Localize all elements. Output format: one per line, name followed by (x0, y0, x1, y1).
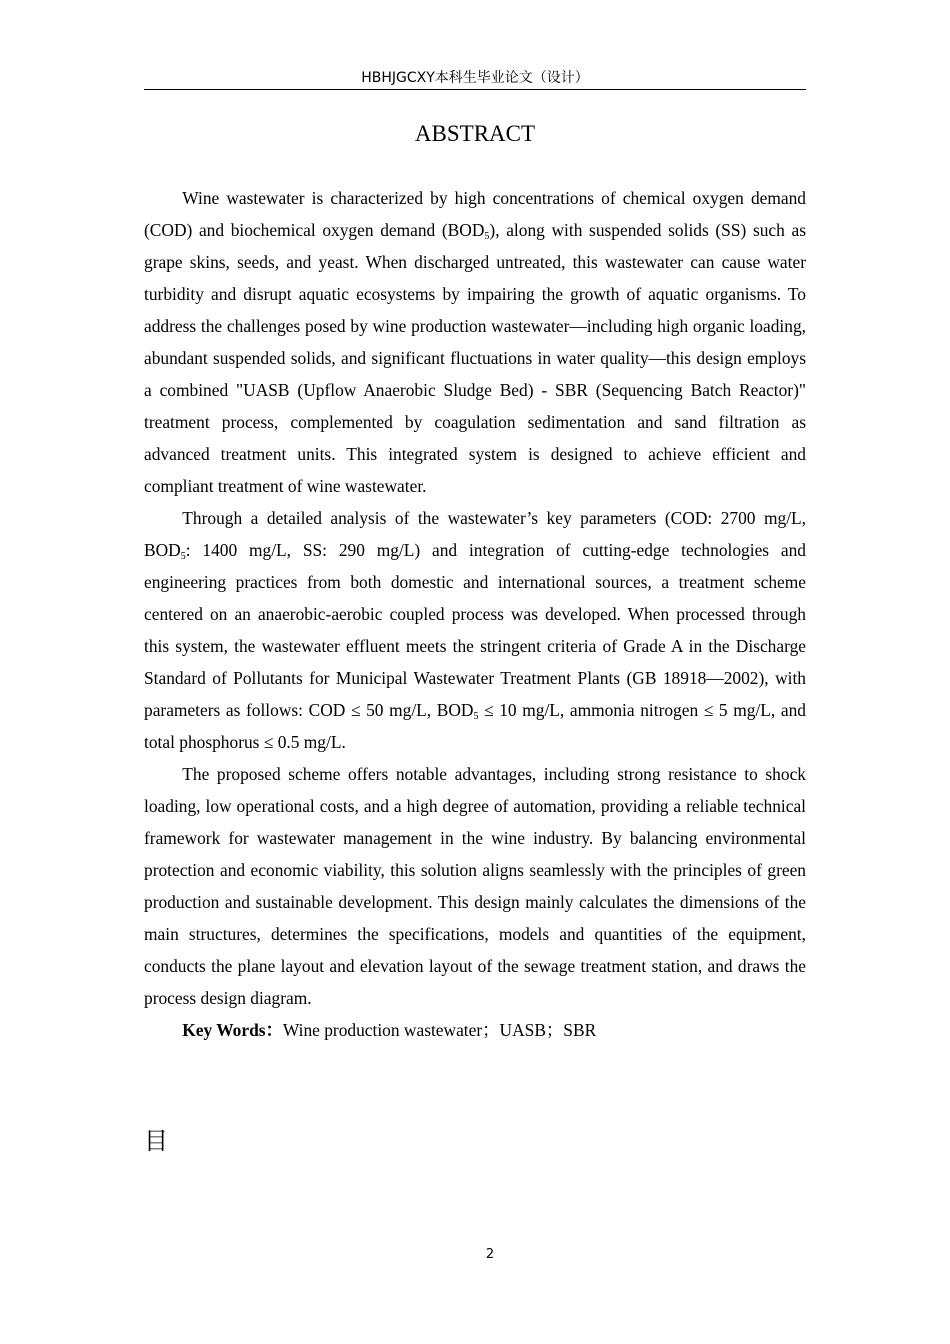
abstract-paragraph-2: Through a detailed analysis of the wastewater’s key parameters (COD: 2700 mg/L, $BOD_5$: 1400 mg/L, SS: 290 mg/L) and integration of cutting-edge technologies and engineering practices from both domestic and international sources, a treatment scheme centered on an anaerobic-aerobic coupled process was developed. When processed through this system, the wastewater effluent meets the stringent criteria of Grade A in the Discharge Standard of Pollutants for Municipal Wastewater Treatment Plants (GB 18918—2002), with parameters as follows: COD ≤ 50 mg/L, $BOD_5 \le 10$ mg/L, ammonia nitrogen ≤ 5 mg/L, and total phosphorus ≤ 0.5 mg/L. (144, 508, 806, 752)
page-header (144, 68, 806, 90)
toc-heading: 目 (144, 1127, 168, 1155)
abstract-paragraph-1: Wine wastewater is characterized by high concentrations of chemical oxygen demand (COD) and biochemical oxygen demand $(BOD_5)$, along with suspended solids (SS) such as grape skins, seeds, and yeast. When discharged untreated, this wastewater can cause water turbidity and disrupt aquatic ecosystems by impairing the growth of aquatic organisms. To address the challenges posed by wine production wastewater—including high organic loading, abundant suspended solids, and significant fluctuations in water quality—this design employs a combined "UASB (Upflow Anaerobic Sludge Bed) - SBR (Sequencing Batch Reactor)" treatment process, complemented by coagulation sedimentation and sand filtration as advanced treatment units. This integrated system is designed to achieve efficient and compliant treatment of wine wastewater. (144, 188, 806, 496)
page-number: 2 (485, 1247, 495, 1262)
abstract-title: ABSTRACT (414, 121, 536, 146)
header-text: HBHJGCXY本科生毕业论文（设计） (361, 70, 589, 86)
keywords-values: Wine production wastewater；UASB；SBR (282, 1020, 597, 1040)
abstract-paragraph-3: The proposed scheme offers notable advantages, including strong resistance to shock loading, low operational costs, and a high degree of automation, providing a reliable technical framework for wastewater management in the wine industry. By balancing environmental protection and economic viability, this solution aligns seamlessly with the principles of green production and sustainable development. This design mainly calculates the dimensions of the main structures, determines the specifications, models and quantities of the equipment, conducts the plane layout and elevation layout of the sewage treatment station, and draws the process design diagram. (144, 764, 806, 1008)
abstract-body (144, 182, 806, 1046)
keywords-label: Key Words： (182, 1020, 283, 1040)
keywords-line (144, 1014, 806, 1046)
